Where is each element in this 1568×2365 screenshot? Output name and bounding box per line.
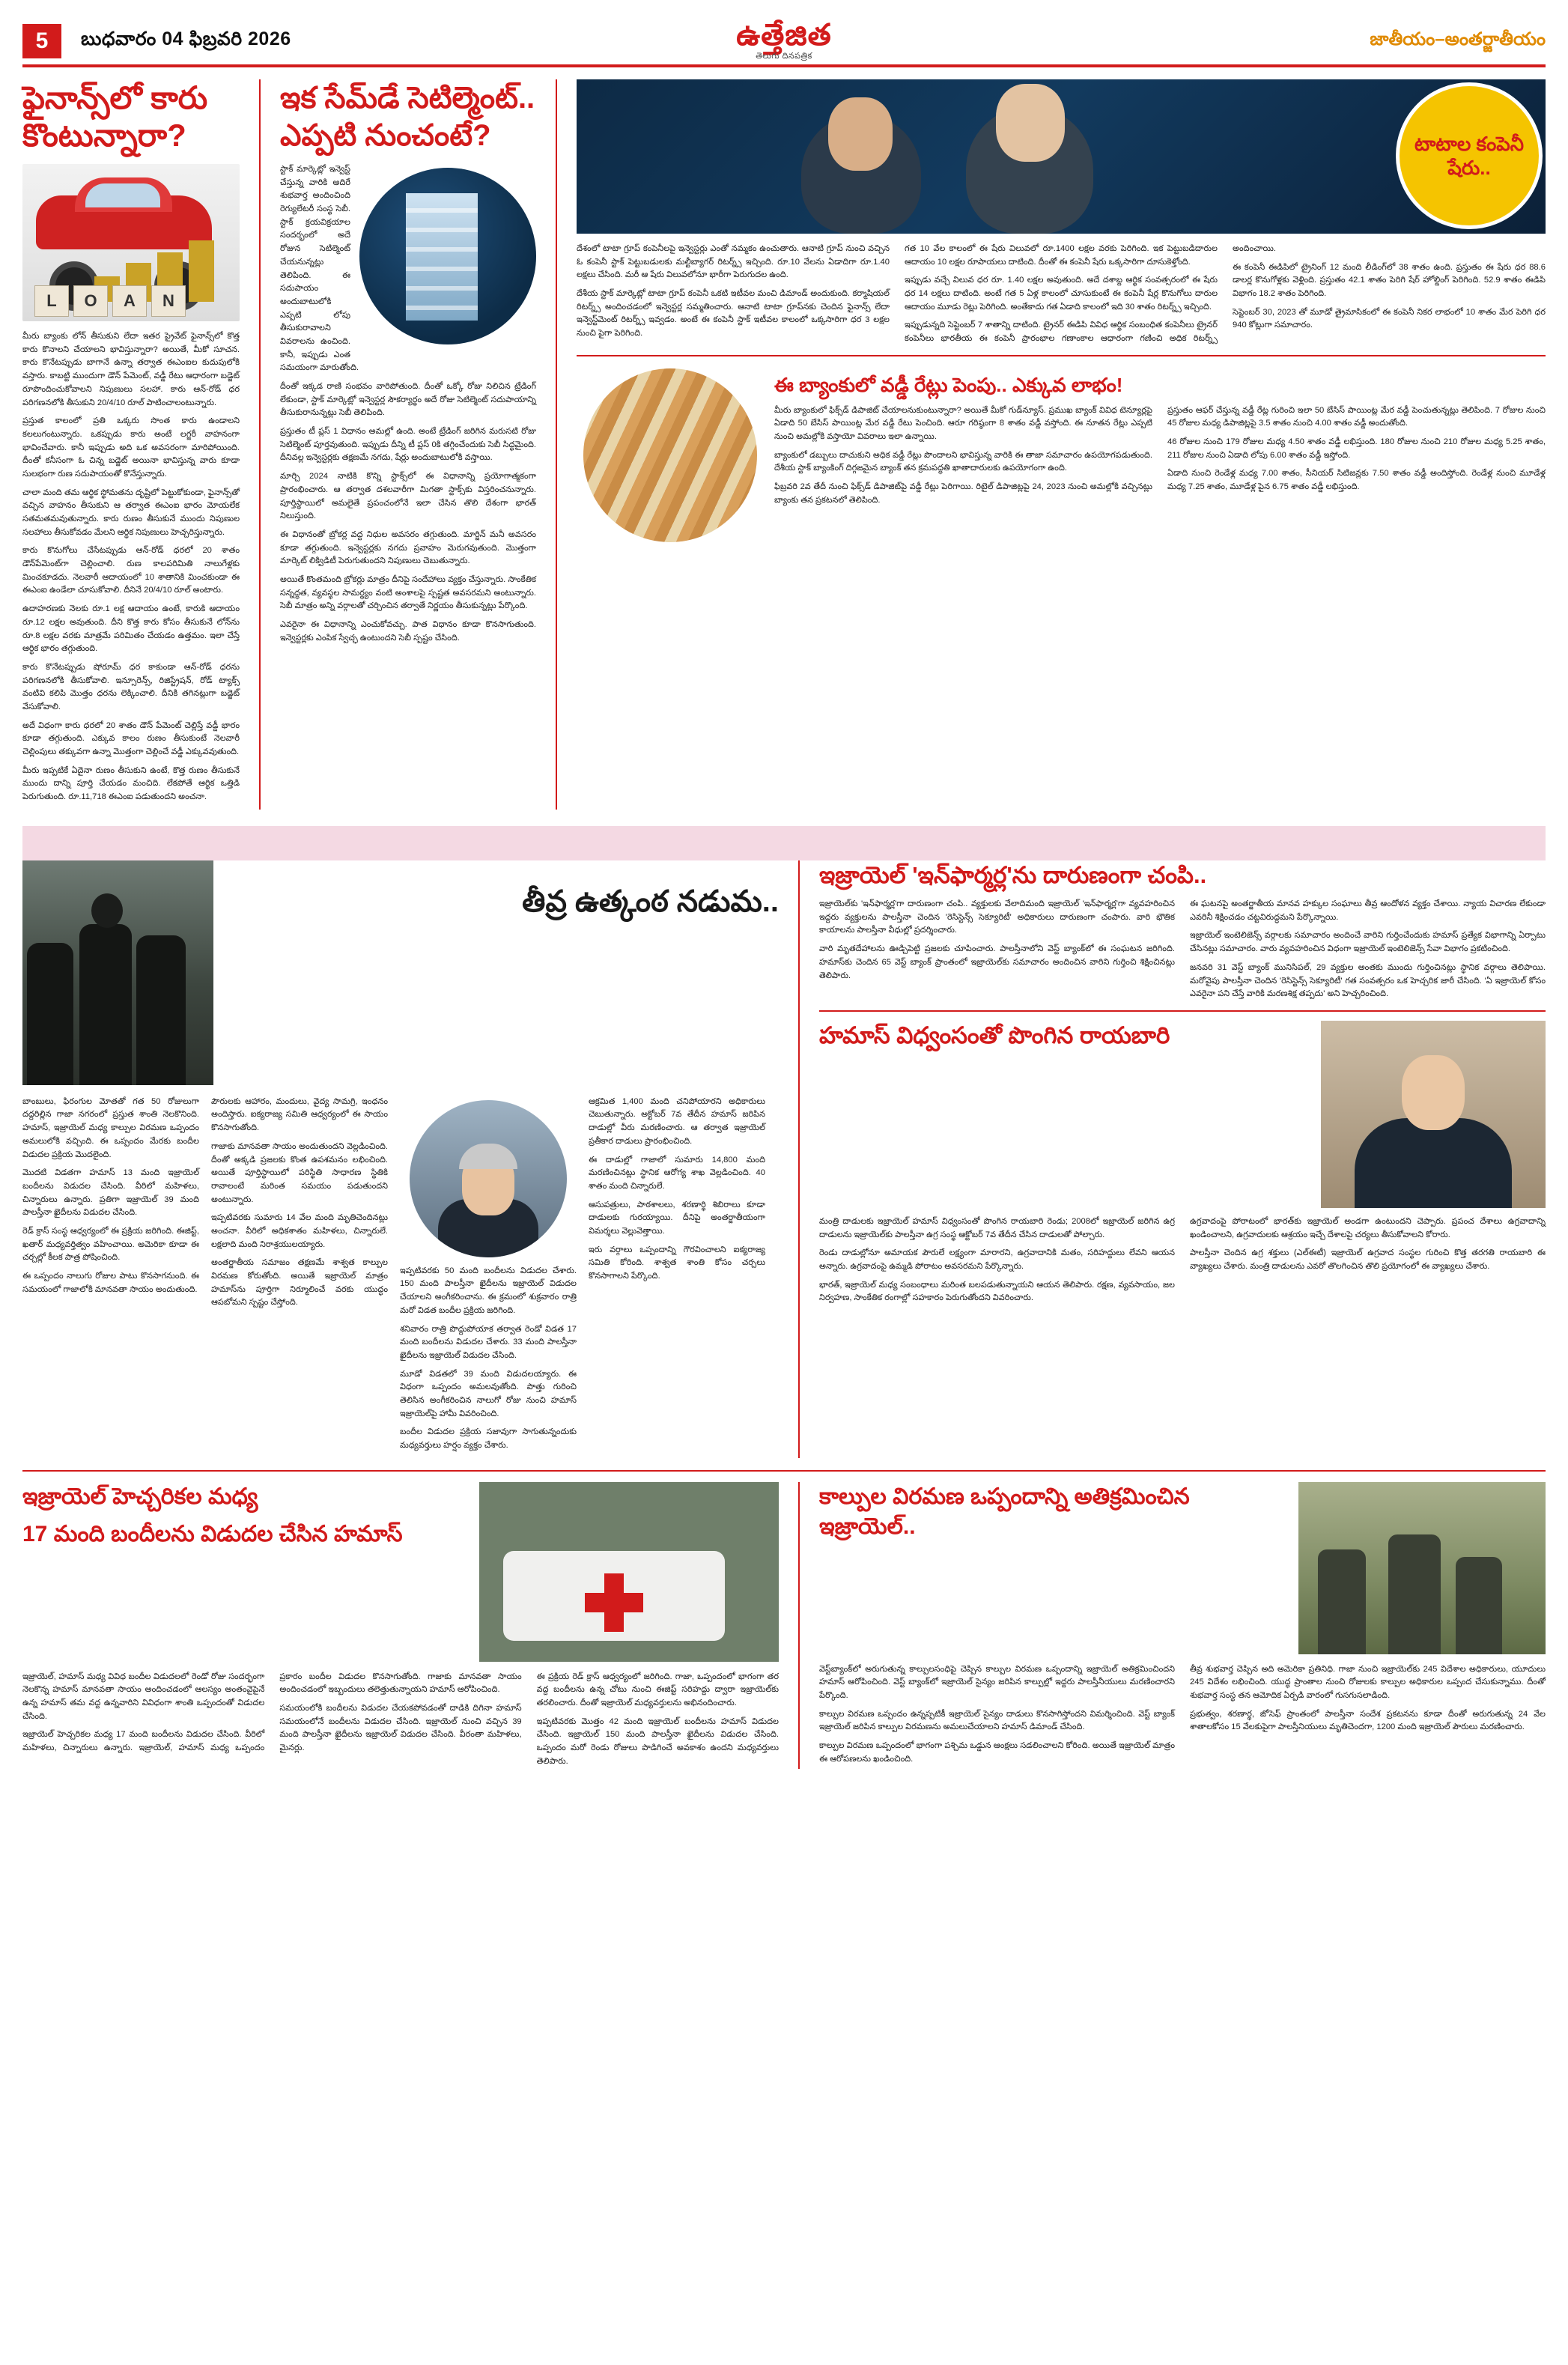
story3-para-6: ఈ కంపెనీ ఈడిపిలో ట్రైనింగ్ 12 మంది లీడింగ్‌లో 38 శాతం ఉంది. ప్రస్తుతం ఈ షేరు ధర 88.6 డాలర్ల కొనుగోళ్లకు వెళ్లింది. ప్రస్తుతం 42.1 శాతం పెరిగి షేర్ హోల్డింగ్ పెరిగింది. 52.9 శాతం ఈడిపి విభాగం 18.2 శాతం పెరిగింది. bbox=[1233, 262, 1546, 299]
logo-title: ఉత్తేజిత bbox=[736, 18, 832, 52]
gutter-7 bbox=[779, 1482, 798, 1769]
story5-c1-p3: రెడ్ క్రాస్ సంస్థ ఆధ్వర్యంలో ఈ ప్రక్రియ జరిగింది. ఈజిప్ట్, ఖతార్ మధ్యవర్తిత్వం వహించాయి. అమెరికా కూడా ఈ చర్చల్లో కీలక పాత్ర పోషించింది. bbox=[22, 1226, 199, 1263]
story3-para-3: గత 10 వేల కాలంలో ఈ షేరు విలువలో రూ.1400 లక్షల వరకు పెరిగింది. ఇక పెట్టుబడిదారుల ఆదాయం 10 లక్షల రూపాయలు దాటింది. దీంతో ఈ కంపెనీ షేరు ఒక్కసారిగా దూసుకెళ్తోంది. bbox=[905, 244, 1218, 267]
story1-para-3: చాలా మంది తమ ఆర్థిక స్థోమతను దృష్టిలో పెట్టుకోకుండా, ఫైనాన్స్‌తో వచ్చిన వాహనం తీసుకుని ఆ తర్వాత ఈఎంఐ భారం మోయలేక సతమతమవుతున్నారు. కారు రుణం తీసుకునే ముందు నిపుణుల సలహాలు తీసుకోవడం మేలని ఆర్థిక నిపుణులు హెచ్చరిస్తున్నారు. bbox=[22, 488, 240, 537]
red-cross-vehicle-photo bbox=[479, 1482, 779, 1662]
story9-para-5: ప్రభుత్వం, శరణార్థ, జోసెఫ్ ప్రాంతంలో పాలస్తీనా సందేశ ప్రకటనను కూడా దీంతో అరుగుతున్న 24 వేల శాతాలకోసం 15 వేలకుపైగా పాలస్తీనియులు మృతిచెందగా, 1200 మంది ఇజ్రాయెల్ పౌరులు మరణించారు. bbox=[1190, 1709, 1546, 1732]
story9-head-col bbox=[819, 1482, 1286, 1543]
story5-col-2 bbox=[211, 1096, 388, 1458]
portrait-hair bbox=[459, 1144, 517, 1169]
story8-photo-col bbox=[479, 1482, 779, 1662]
story1-para-7: అదే విధంగా కారు ధరలో 20 శాతం డౌన్ పేమెంట్ చెల్లిస్తే వడ్డీ భారం కూడా తగ్గుతుంది. ఎక్కువ కాలం రుణం తీసుకుంటే నెలవారీ చెల్లింపులు తక్కువగా ఉన్నా మొత్తంగా చెల్లించే వడ్డీ ఎక్కువవుతుంది. bbox=[22, 720, 240, 757]
story2-para-5: ఈ విధానంతో బ్రోకర్ల వద్ద నిధుల అవసరం తగ్గుతుంది. మార్జిన్ మనీ అవసరం కూడా తగ్గుతుంది. ఇన్వెస్టర్లకు నగదు ప్రవాహం మెరుగవుతుంది. మొత్తంగా మార్కెట్ లిక్విడిటీ పెరుగుతుందని నిపుణులు చెబుతున్నారు. bbox=[280, 529, 536, 566]
story7-wrap bbox=[819, 1021, 1546, 1208]
story7-para-3: భారత్, ఇజ్రాయెల్ మధ్య సంబంధాలు మరింత బలపడుతున్నాయని ఆయన తెలిపారు. రక్షణ, వ్యవసాయం, జల నిర్వహణ, సాంకేతిక రంగాల్లో సహకారం పెరుగుతోందని వివరించారు. bbox=[819, 1280, 1175, 1303]
gutter-4 bbox=[557, 79, 577, 810]
story-ceasefire-violation bbox=[819, 1482, 1546, 1769]
story3-para-4: ఇప్పుడు వచ్చే విలువ ధర రూ. 1.40 లక్షల అవుతుంది. అదే దశాబ్ద ఆర్థిక సంవత్సరంలో ఈ షేరు ధర 14 లక్షలు దాటింది. అంటే గత 5 ఏళ్ల కాలంలో చూసుకుంటే ఈ కంపెనీ షేర్ల కొనుగోలు దారుల ఆదాయం మూడు రెట్లు పెరిగింది. అంతేకాదు గత ఏడాది కాలంలో ఇది 30 శాతం రిటర్న్స్ ఇచ్చింది. bbox=[905, 276, 1218, 312]
story5-c1-p4: ఈ ఒప్పందం నాలుగు రోజుల పాటు కొనసాగనుంది. ఈ సమయంలో గాజాలోకి మానవతా సాయం అందుతుంది. bbox=[22, 1272, 199, 1294]
militant-silhouette-2 bbox=[79, 924, 132, 1085]
story7-body bbox=[819, 1215, 1546, 1305]
story5-c4-p1: ఆక్రమిత 1,400 మంది చనిపోయారని అధికారులు చెబుతున్నారు. అక్టోబర్ 7వ తేదీన హమాస్ జరిపిన దాడుల్లో వీరు మరణించారు. ఆ తర్వాత ఇజ్రాయెల్ ప్రతీకార దాడులు ప్రారంభించింది. bbox=[589, 1096, 765, 1146]
tata-executives-photo bbox=[577, 79, 1546, 234]
story9-photo-col bbox=[1298, 1482, 1546, 1654]
story5-columns bbox=[22, 1096, 779, 1458]
story6-body bbox=[819, 898, 1546, 1001]
story5-c3-p1: ఇప్పటివరకు 50 మంది బందీలను విడుదల చేశారు. 150 మంది పాలస్తీనా ఖైదీలను ఇజ్రాయెల్ విడుదల చేయాలని అంగీకరించాను. ఈ క్రమంలో శుక్రవారం రాత్రి మరో విడత బందీల ప్రక్రియ జరిగింది. bbox=[400, 1266, 577, 1315]
ambassador-suit bbox=[1355, 1118, 1512, 1208]
story1-para-4: కారు కొనుగోలు చేసేటప్పుడు ఆన్-రోడ్ ధరలో 20 శాతం డౌన్‌పేమెంట్‌గా చెల్లించాలి. రుణ కాలపరిమితి నాలుగేళ్లకు మించకూడదు. నెలవారీ ఆదాయంలో 10 శాతానికి మించకుండా ఈ ఈఎంఐ ఉండేలా చూసుకోవాలి. దీనినే 20/4/10 రూల్ అంటారు. bbox=[22, 546, 240, 595]
story8-head-col bbox=[22, 1482, 466, 1550]
tata-share-badge bbox=[1396, 82, 1543, 229]
story3-para-1: దేశంలో టాటా గ్రూప్ కంపెనీలపై ఇన్వెస్టర్లు ఎంతో నమ్మకం ఉంచుతారు. ఆనాటి గ్రూప్ నుంచి వచ్చిన ఓ కంపెనీ స్టాక్ పెట్టుబడులకు మల్టీబ్యాగర్ రిటర్న్స్ ఇచ్చింది. రూ.10 వేలను ఏడాదిగా రూ.1.40 లక్షలు చేసింది. మరీ ఆ షేరు విలువలోనూ భారీగా పెరుగుదల ఉంది. bbox=[577, 244, 890, 280]
field-soldier-1 bbox=[1318, 1549, 1366, 1654]
story8-para-4: ఈ ప్రక్రియ రెడ్ క్రాస్ ఆధ్వర్యంలో జరిగింది. గాజా, ఒప్పందంలో భాగంగా తర వద్ద బందీలను ఉన్న చోటు నుంచి ఈజిప్ట్ సరిహద్దు ద్వారా ఇజ్రాయెల్‌కు తరలించారు. దీంతో ఇజ్రాయెల్ మధ్యవర్తులను అభినందించారు. bbox=[536, 1672, 779, 1708]
story6-para-2: వారి మృతదేహాలను ఊడ్చిపెట్టి ప్రజలకు చూపించారు. పాలస్తీనాలోని వెస్ట్ బ్యాంక్‌లో ఈ సంఘటన జరిగింది. హమాస్‌కు చెందిన 65 వెస్ట్ బ్యాంక్ ప్రాంతంలో ఇజ్రాయెల్‌కు సమాచారం అందించిన వారిని గుర్తించి శిక్షించినట్లు తెలిపారు. bbox=[819, 944, 1175, 980]
story3-para-2: దేశీయ స్టాక్ మార్కెట్లో టాటా గ్రూప్ కంపెనీ ఒకటి ఇటీవల మంచి డిమాండ్ అందుకుంది. కర్మాషియల్ రిటర్న్స్ అందించడంలో ఇన్వెస్టర్ల సమ్మతించారు. ఆనాటి టాటా గ్రూప్‌నకు చెందిన ఫైనాన్స్ లేదా ఇన్వెస్ట్‌మెంట్ రిటర్న్స్ ఇవ్వడం. అంటే ఈ కంపెనీ స్టాక్ ఇటీవల కాలంలో ఒక్కసారిగా ధర 3 లక్షల నుంచి పైగా పెరిగింది. bbox=[577, 289, 890, 338]
story3-para-7: సెప్టెంబర్ 30, 2023 తో మూడో త్రైమాసికంలో ఈ కంపెనీ నికర లాభంలో 10 శాతం మేర పెరిగి ధర 940 కోట్లుగా సమాచారం. bbox=[1233, 307, 1546, 330]
official-portrait-photo bbox=[410, 1100, 567, 1257]
story9-para-4: తీవ్ర శుభవార్త చెప్పిన అది అమెరికా ప్రతినిధి. గాజా నుంచి ఇజ్రాయెల్‌కు 245 విదేశాల అధికారులు, యూదులు 245 విదేశం లభించింది. యుద్ధ ప్రాంతాల నుంచి రోజులకు కాల్పుల అధికారుల ఒప్పంద చేసుకున్నాము. దీంతో శుభవార్త సంస్థ తన ఆమోదిక ఏర్పడి వారంలో గుసగుసలాడింది. bbox=[1190, 1664, 1546, 1701]
story5-c2-p4: అంతర్జాతీయ సమాజం తక్షణమే శాశ్వత కాల్పుల విరమణ కోరుతోంది. అయితే ఇజ్రాయెల్ మాత్రం హమాస్‌ను పూర్తిగా నిర్మూలించే వరకు యుద్ధం ఆపబోమని స్పష్టం చేస్తోంది. bbox=[211, 1258, 388, 1308]
page-number: 5 bbox=[22, 24, 61, 58]
gutter-5 bbox=[779, 860, 798, 1458]
story5-c3-p4: బందీల విడుదల ప్రక్రియ సజావుగా సాగుతున్నందుకు మధ్యవర్తులు హర్షం వ్యక్తం చేశారు. bbox=[400, 1427, 577, 1451]
soldiers-photo-col bbox=[22, 860, 213, 1085]
story4-para-4: ప్రస్తుతం ఆఫర్ చేస్తున్న వడ్డీ రేట్ల గురించి ఇలా 50 బేసిస్ పాయింట్ల మేర వడ్డీ పెంచుతున్నట్లు తెలిపింది. 7 రోజుల నుంచి 45 రోజుల మధ్య డిపాజిట్లపై 3.5 శాతం నుంచి 4.00 శాతం వడ్డీ అందుతోంది. bbox=[1167, 405, 1546, 428]
story1-para-1: మీరు బ్యాంకు లోన్ తీసుకుని లేదా ఇతర ప్రైవేట్ ఫైనాన్స్‌లో కొత్త కారు కొనాలని చేయాలని భావిస్తున్నారా? అయితే, మీకో సూచన. కారు కొనేటప్పుడు బాగానే ఉన్నా తర్వాత ఈఎంఐల కుదుపులోకి వస్తారు. కాబట్టి ముందుగా డౌన్ పేమెంట్, వడ్డీ రేటు ఆధారంగా బడ్జెట్ రూపొందించుకోవాలని నిపుణులు సలహా. కారు ఆన్-రోడ్ ధర పరిగణనలోకి తీసుకుని 20/4/10 రూల్ పాటించాలంటున్నారు. bbox=[22, 332, 240, 407]
field-soldier-2 bbox=[1388, 1534, 1441, 1654]
gutter-2 bbox=[261, 79, 280, 810]
story1-para-2: ప్రస్తుత కాలంలో ప్రతి ఒక్కరు సొంత కారు ఉండాలని కలలుగంటున్నారు. ఒకప్పుడు కారు అంటే లగ్జరీ వాహనంగా భావించేవారు. కానీ ఇప్పుడు అది ఒక అవసరంగా మారిపోయింది. దీంతో కనీసంగా ఓ చిన్న బడ్జెట్ అయినా భావిస్తున్న వారు కూడా సులభంగా రుణ సదుపాయంతో కొనేస్తున్నారు. bbox=[22, 416, 240, 479]
story2-para-4: మార్చి 2024 నాటికి కొన్ని స్టాక్స్‌లో ఈ విధానాన్ని ప్రయోగాత్మకంగా ప్రారంభించారు. ఆ తర్వాత దశలవారీగా మిగతా స్టాక్స్‌కు విస్తరించనున్నారు. పూర్తిస్థాయిలో అమలైతే ప్రపంచంలోనే ఇలా చేసిన తొలి దేశంగా భారత్ నిలుస్తుంది. bbox=[280, 472, 536, 521]
ambassador-photo bbox=[1321, 1021, 1546, 1208]
story4-para-2: బ్యాంకులో డబ్బులు దాచుకుని అధిక వడ్డీ రేట్లు పొందాలని భావిస్తున్న వారికి ఈ తాజా సమాచారం ఉపయోగపడుతుంది. దేశీయ స్టాక్ బ్యాంకింగ్ దిగ్గజమైన బ్యాంక్ తన క్రమపద్ధతి ఖాతాదారులకు ఉపయోగంగా ఉంది. bbox=[774, 450, 1152, 473]
story6-para-1: ఇజ్రాయెల్‌కు 'ఇన్‌ఫార్మర్ల'గా దారుణంగా చంపి.. వ్యక్తులకు వేలాదిమంది ఇజ్రాయెల్ 'ఇన్‌ఫార్మర్ల'గా వ్యవహరించిన ఇద్దరు వ్యక్తులను పాలస్తీనా చెందిన 'రెసిస్టెన్స్ సెక్యూరిటీ' అధికారులు దారుణంగా చంపారు. వారి భౌతిక కాయాలను పాలస్తీనా వీధుల్లో ప్రదర్శించారు. bbox=[819, 899, 1175, 935]
story5-head-col bbox=[213, 860, 779, 920]
middle-section bbox=[22, 860, 1546, 1458]
story5-c2-p2: గాజాకు మానవతా సాయం అందుతుందని వెల్లడించింది. దీంతో అక్కడి ప్రజలకు కొంత ఉపశమనం లభించింది. అయితే పూర్తిస్థాయిలో పరిస్థితి సాధారణ స్థితికి రావాలంటే మరింత సమయం పడుతుందని అంటున్నారు. bbox=[211, 1141, 388, 1204]
story-same-day-settlement bbox=[280, 79, 536, 810]
story8-para-3: సమయంలోకి బందీలను విడుదల చేయకపోవడంతో దాడికి దిగినా హమాస్ సమయంలోనే బందీలను విడుదల చేసింది. ఇజ్రాయెల్ నుంచి వచ్చిన 39 మంది పాలస్తీనా ఖైదీలను ఇజ్రాయెల్ విడుదల చేసింది. వీరంతా మహిళలు, మైనర్లు. bbox=[279, 1704, 522, 1753]
story2-para-7: ఎవరైనా ఈ విధానాన్ని ఎంచుకోవచ్చు. పాత విధానం కూడా కొనసాగుతుంది. ఇన్వెస్టర్లకు ఎంపిక స్వేచ్ఛ ఉంటుందని సెబీ స్పష్టం చేసింది. bbox=[280, 620, 536, 643]
section-label: జాతీయం–అంతర్జాతీయం bbox=[1370, 28, 1546, 49]
story5-headline: తీవ్ర ఉత్కంఠ నడుమ.. bbox=[522, 884, 779, 918]
horizontal-divider-1 bbox=[577, 355, 1546, 356]
story7-photo-col bbox=[1321, 1021, 1546, 1208]
story8-para-1: ఇజ్రాయెల్, హమాస్ మధ్య వివిధ బందీల విడుదలలో రెండో రోజు సందర్భంగా నెలకొన్న హమాస్ మానవతా సాయం అందించడంలో ఆలస్యం అంతంవైపైనే ఉన్న హమాస్ తమ వద్ద ఉన్నవారిని వివిధంగా శాంతి ఒప్పందంతో విడుదల చేసింది. bbox=[22, 1672, 265, 1721]
story6-headline: ఇజ్రాయెల్ 'ఇన్‌ఫార్మర్ల'ను దారుణంగా చంపి.. bbox=[819, 861, 1207, 888]
story4-para-6: ఏడాది నుంచి రెండేళ్ల మధ్య 7.00 శాతం, సీనియర్ సిటిజన్లకు 7.50 శాతం వడ్డీ అందిస్తోంది. రెండేళ్ల నుంచి మూడేళ్ల మధ్య 7.25 శాతం, మూడేళ్ల పైన 6.75 శాతం వడ్డీ లభిస్తుంది. bbox=[1167, 469, 1546, 492]
story4-wrap bbox=[577, 365, 1546, 550]
loan-tile-l: L bbox=[34, 285, 69, 317]
story7-para-4: ఉగ్రవాదంపై పోరాటంలో భారత్‌కు ఇజ్రాయెల్ అండగా ఉంటుందని చెప్పారు. ప్రపంచ దేశాలు ఉగ్రవాదాన్ని ఖండించాలని, ఉగ్రవాదులకు ఆశ్రయం ఇచ్చే దేశాలపై చర్యలు తీసుకోవాలని కోరారు. bbox=[1190, 1216, 1546, 1239]
horizontal-divider-3 bbox=[22, 1470, 1546, 1472]
story-gaza-tension bbox=[22, 860, 779, 1458]
story7-para-2: రెండు దాడుల్లోనూ అమాయక పౌరులే లక్ష్యంగా మారారని, ఉగ్రవాదానికి మతం, సరిహద్దులు లేవని ఆయన అన్నారు. ఉగ్రవాదంపై ఉమ్మడి పోరాటం అవసరమని పేర్కొన్నారు. bbox=[819, 1248, 1175, 1271]
stock-exchange-photo bbox=[359, 168, 536, 344]
car-window-shape bbox=[85, 183, 160, 207]
story5-c1-p1: బాంబులు, ఫిరంగుల మోతతో గత 50 రోజులుగా దద్దరిల్లిన గాజా నగరంలో ప్రస్తుత శాంతి నెలకొనింది. హమాస్, ఇజ్రాయెల్ మధ్య కాల్పుల విరమణ ఒప్పందం అమలులోకి వచ్చింది. ఈ ఒప్పందం మేరకు బందీల విడుదల ప్రక్రియ మొదలైంది. bbox=[22, 1096, 199, 1159]
story-hostages-released bbox=[22, 1482, 779, 1769]
story7-para-1: మంత్రి దాడులకు ఇజ్రాయెల్ హమాస్ విధ్వంసంతో పొంగిన రాయబారి రెండు; 2008లో ఇజ్రాయెల్ జరిగిన ఉగ్ర దాడులను ఇజ్రాయెల్‌కు పాలస్తీనా ఉగ్ర సంస్థ ఆక్టోబర్ 7వ తేదీన చేసిన దాడులతో పోల్చారు. bbox=[819, 1216, 1175, 1239]
story5-col-3 bbox=[400, 1096, 577, 1458]
story5-c4-p3: ఆసుపత్రులు, పాఠశాలలు, శరణార్థి శిబిరాలు కూడా దాడులకు గురయ్యాయి. దీనిపై అంతర్జాతీయంగా విమర్శలు వెల్లువెత్తాయి. bbox=[589, 1200, 765, 1236]
story5-c1-p2: మొదటి విడతగా హమాస్ 13 మంది ఇజ్రాయెల్ బందీలను విడుదల చేసింది. వీరిలో మహిళలు, చిన్నారులు ఉన్నారు. ప్రతిగా ఇజ్రాయెల్ 39 మంది పాలస్తీనా ఖైదీలను విడుదల చేసింది. bbox=[22, 1168, 199, 1218]
masthead bbox=[22, 18, 1546, 67]
story1-body bbox=[22, 330, 240, 804]
story8-headline-line2: 17 మంది బందీలను విడుదల చేసిన హమాస్ bbox=[22, 1522, 403, 1547]
bottom-section bbox=[22, 1482, 1546, 1769]
story1-para-8: మీరు ఇప్పటికే ఏదైనా రుణం తీసుకుని ఉంటే, కొత్త రుణం తీసుకునే ముందు దాన్ని పూర్తి చేయడం మంచిది. లేకపోతే ఆర్థిక ఒత్తిడి పెరుగుతుంది. రూ.11,718 ఈఎంఐ పడుతుందని అంచనా. bbox=[22, 765, 240, 802]
story5-c2-p1: పౌరులకు ఆహారం, మందులు, వైద్య సామగ్రి, ఇంధనం అందిస్తారు. ఐక్యరాజ్య సమితి ఆధ్వర్యంలో ఈ సాయం కొనసాగుతోంది. bbox=[211, 1096, 388, 1133]
story4-photo-col bbox=[577, 365, 764, 550]
red-cross-van bbox=[503, 1551, 725, 1641]
gutter-8 bbox=[800, 1482, 819, 1769]
story2-headline: ఇక సేమ్‌డే సెటిల్మెంట్.. ఎప్పటి నుంచంటే? bbox=[280, 82, 535, 152]
field-soldier-3 bbox=[1456, 1557, 1502, 1654]
gutter-1 bbox=[240, 79, 259, 810]
story2-para-2: దీంతో ఇక్కడ రాణి సంభవం వారిపోతుంది. దీంతో ఒక్కో రోజు నిలిచిన ట్రేడింగ్ లేకుండా, స్టాక్ మార్కెట్లో ఇన్వెస్టర్ల సౌకర్యార్థం అదే రోజు సెటిల్మెంట్ సదుపాయాన్ని తీసుకురానున్నట్లు సెబీ తెలిపింది. bbox=[280, 382, 536, 418]
story9-body bbox=[819, 1663, 1546, 1767]
story4-para-5: 46 రోజుల నుంచి 179 రోజుల మధ్య 4.50 శాతం వడ్డీ లభిస్తుంది. 180 రోజుల నుంచి 210 రోజుల మధ్య 5.25 శాతం, 211 రోజుల నుంచి ఏడాది లోపు 6.00 శాతం వడ్డీ ఇస్తోంది. bbox=[1167, 437, 1546, 460]
newspaper-logo bbox=[736, 20, 831, 63]
story9-para-2: కాల్పుల విరమణ ఒప్పందం ఉన్నప్పటికీ ఇజ్రాయెల్ సైన్యం దాడులు కొనసాగిస్తోందని విమర్శించింది. వెస్ట్ బ్యాంక్ ఇజ్రాయెల్ జరిపిన కాల్పుల విరమణను అమలుచేయాలని హమాస్ డిమాండ్ చేసింది. bbox=[819, 1709, 1175, 1732]
story6-para-5: జనవరి 31 వెస్ట్ బ్యాంక్ మునిసిపల్, 29 వ్యక్తుల అంతకు ముందు గుర్తించినట్లు స్థానిక వర్గాలు తెలిపాయి. మరోవైపు పాలస్తీనా చెందిన 'రెసిస్టెన్స్ సెక్యూరిటీ' గత సంవత్సరం ఒక హెచ్చరిక జారీ చేసింది. 'ఏ ఇజ్రాయెల్ కోసం ఎవరైనా పని చేస్తే వారికి మరణశిక్ష తప్పదు' అని హెచ్చరించింది. bbox=[1190, 962, 1546, 999]
story5-c3-p2: శనివారం రాత్రి పొద్దుపోయాక తర్వాత రెండో విడత 17 మంది బందీలను విడుదల చేశారు. 33 మంది పాలస్తీనా ఖైదీలను ఇజ్రాయెల్ విడుదల చేసింది. bbox=[400, 1324, 577, 1360]
tata-face-2 bbox=[996, 84, 1065, 162]
story8-body bbox=[22, 1671, 779, 1769]
story7-para-5: పాలస్తీనా చెందిన ఉగ్ర శక్తులు (ఎల్ఈటీ) ఇజ్రాయెల్ ఉగ్రవాద సంస్థల గురించి కొత్త తరగతి రాయబారి ఈ వ్యాఖ్యలు చేశారు. మంత్రి దాడులను ఎవరో తొలగించిన తొలి ప్రయోగంలో ఈ వ్యాఖ్యలు చేశారు. bbox=[1190, 1248, 1546, 1271]
story1-para-5: ఉదాహరణకు నెలకు రూ.1 లక్ష ఆదాయం ఉంటే, కారుకి ఆదాయం రూ.12 లక్షల అవుతుంది. దీని కొత్త కారు కోసం తీసుకునే లోన్‌ను రూ.8 లక్షల వరకు మాత్రమే పరిమితం చేయడం ఉత్తమం. ఇలా చేస్తే ఆర్థిక భారం తగ్గుతుంది. bbox=[22, 604, 240, 654]
tata-badge-text: టాటాల కంపెనీ షేరు.. bbox=[1414, 132, 1524, 179]
story9-para-3: కాల్పుల విరమణ ఒప్పందంలో భాగంగా పశ్చిమ ఒడ్డున ఆంక్షలు సడలించాలని కోరింది. అయితే ఇజ్రాయెల్ మాత్రం ఈ ఆరోపణలను ఖండించింది. bbox=[819, 1741, 1175, 1764]
story9-para-1: వెస్ట్‌బ్యాంక్‌లో అరుగుతున్న కాల్పులసంధిపై చెప్పిన కాల్పుల విరమణ ఒప్పందాన్ని ఇజ్రాయెల్ అతిక్రమించిందని హమాస్ ఆరోపించింది. వెస్ట్ బ్యాంక్‌లో ఇజ్రాయెల్ సైన్యం జరిపిన కాల్పుల్లో ఇద్దరు పాలస్తీనీయులు మరణించారని పేర్కొంది. bbox=[819, 1664, 1175, 1701]
publication-date: బుధవారం 04 ఫిబ్రవరి 2026 bbox=[81, 28, 291, 49]
story5-c3-p3: మూడో విడతలో 39 మంది విడుదలయ్యారు. ఈ విధంగా ఒప్పందం అమలవుతోంది. పొత్తు గురించి తెలిసిన అంగీకరించిన నాలుగో రోజు నుంచి హమాస్ ఇజ్రాయెల్‌పై హామీ వివరించింది. bbox=[400, 1369, 577, 1418]
coin-stack-4 bbox=[189, 240, 214, 302]
logo-subtitle: తెలుగు దినపత్రిక bbox=[756, 51, 812, 61]
tata-face-1 bbox=[828, 97, 893, 171]
story3-body bbox=[577, 243, 1546, 346]
militant-silhouette-3 bbox=[136, 935, 186, 1085]
top-right-block bbox=[577, 79, 1546, 810]
story8-para-5: ఇప్పటివరకు మొత్తం 42 మంది ఇజ్రాయెల్ బందీలను హమాస్ విడుదల చేసింది. ఇజ్రాయెల్ 150 మంది పాలస్తీనా ఖైదీలను విడుదల చేసింది. ఒప్పందం మరో రెండు రోజులు పొడిగించే అవకాశం ఉందని మధ్యవర్తులు తెలిపారు. bbox=[536, 1716, 779, 1766]
story4-text-col bbox=[764, 365, 1546, 550]
currency-notes-photo bbox=[583, 368, 757, 542]
story2-body bbox=[280, 163, 536, 645]
story7-text-col bbox=[819, 1021, 1310, 1208]
militant-head bbox=[91, 893, 123, 928]
story4-para-3: ఫిబ్రవరి 2వ తేదీ నుంచి ఫిక్స్‌డ్ డిపాజిట్‌పై వడ్డీ రేట్లు పెరిగాయి. రిటైల్ డిపాజిట్లపై 24, 2023 నుంచి అమల్లోకి వచ్చినట్లు బ్యాంకు తన ప్రకటనలో తెలిపింది. bbox=[774, 482, 1152, 505]
story5-col-4 bbox=[589, 1096, 765, 1458]
militant-silhouette-1 bbox=[27, 943, 73, 1085]
militants-photo bbox=[22, 860, 213, 1085]
loan-letter-tiles bbox=[34, 285, 186, 317]
loan-tile-n: N bbox=[151, 285, 186, 317]
loan-tile-o: O bbox=[73, 285, 108, 317]
story2-para-3: ప్రస్తుతం టీ ప్లస్ 1 విధానం అమల్లో ఉంది. అంటే ట్రేడింగ్ జరిగిన మరుసటి రోజు సెటిల్మెంట్ పూర్తవుతుంది. ఇప్పుడు దీన్ని టీ ప్లస్ 0కి తగ్గించేందుకు సెబీ సిద్ధమైంది. దీనివల్ల ఇన్వెస్టర్లకు తక్షణమే నగదు, షేర్లు అందుబాటులోకి వస్తాయి. bbox=[280, 427, 536, 463]
gutter-3 bbox=[536, 79, 556, 810]
story8-headline-line1: ఇజ్రాయెల్ హెచ్చరికల మధ్య bbox=[22, 1484, 258, 1509]
story1-para-6: కారు కొనేటప్పుడు షోరూమ్ ధర కాకుండా ఆన్-రోడ్ ధరను పరిగణనలోకి తీసుకోవాలి. ఇన్సూరెన్స్, రిజిస్ట్రేషన్, రోడ్ ట్యాక్స్ వంటివి కలిపి మొత్తం ధరను లెక్కించాలి. దీనికి తగినట్లుగా బడ్జెట్ వేసుకోవాలి. bbox=[22, 662, 240, 711]
soldiers-field-photo bbox=[1298, 1482, 1546, 1654]
red-cross-symbol-horizontal bbox=[585, 1593, 643, 1612]
story3-para-5: ఇప్పుడున్నది సెప్టెంబర్ 7 శాతాన్ని దాటింది. ట్రైనర్ ఈడిపి వివిధ ఆర్థిక సంబంధిత కంపెనీలు ట్రైనర్ కంపెనీలు భారతీయ ఈ కంపెనీ ప్రారంభాల గణాంకాల ఆధారంగా గణించి అధిక రిటర్న్స్ అందించాయి. bbox=[905, 244, 1277, 344]
story7-headline: హమాస్ విధ్వంసంతో పొంగిన రాయబారి bbox=[819, 1021, 1170, 1048]
story9-headline: కాల్పుల విరమణ ఒప్పందాన్ని అతిక్రమించిన ఇజ్రాయెల్.. bbox=[819, 1484, 1190, 1540]
story6-para-4: ఇజ్రాయెల్ ఇంటెలిజెన్స్ వర్గాలకు సమాచారం అందించే వారిని గుర్తించేందుకు హమాస్ ప్రత్యేక విభాగాన్ని ఏర్పాటు చేసినట్లు సమాచారం. వారు వ్యవహరించిన విధంగా ఇజ్రాయెల్ ఇంటెలిజెన్స్ సేవా విభాగం ప్రకటించింది. bbox=[1190, 931, 1546, 954]
story1-headline: ఫైనాన్స్‌లో కారు కొంటున్నారా? bbox=[22, 80, 208, 153]
car-loan-photo bbox=[22, 164, 240, 321]
horizontal-divider-2 bbox=[819, 1010, 1546, 1012]
top-section bbox=[22, 79, 1546, 810]
loan-tile-a: A bbox=[112, 285, 147, 317]
story4-para-1: మీరు బ్యాంకులో ఫిక్స్‌డ్ డిపాజిట్ చేయాలనుకుంటున్నారా? అయితే మీకో గుడ్‌న్యూస్. ప్రముఖ బ్యాంక్ వివిధ టెన్యూర్లపై ఏడాది 50 బేసిస్ పాయింట్ల మేర వడ్డీ రేటు పెంచింది. ఆరూ గరిష్ఠంగా 8 శాతం వడ్డీ వస్తోంది. ఈ నూతన రేట్లు ఎప్పటి నుంచి అమల్లోకి వస్తాయో వివరాలు ఇలా ఉన్నాయి. bbox=[774, 405, 1152, 441]
story2-para-1: స్టాక్ మార్కెట్లో ఇన్వెస్ట్ చేస్తున్న వారికి అదిరే శుభవార్త అందించింది రెగ్యులేటరీ సంస్థ సెబీ. స్టాక్ క్రయవిక్రయాల సందర్భంలో అదే రోజున సెటిల్మెంట్ చేయనున్నట్లు తెలిపింది. ఈ సదుపాయం అందుబాటులోకి ఎప్పటి లోపు తీసుకురావాలని వివరాలను ఉంచింది. కానీ, ఇప్పుడు ఎంత సమయంగా మారుతోంది. bbox=[280, 165, 359, 373]
story4-headline: ఈ బ్యాంకులో వడ్డీ రేట్లు పెంపు.. ఎక్కువ లాభం! bbox=[774, 373, 1123, 396]
story5-c4-p2: ఈ దాడుల్లో గాజాలో సుమారు 14,800 మంది మరణించినట్లు స్థానిక ఆరోగ్య శాఖ వెల్లడించింది. 40 శాతం మంది చిన్నారులే. bbox=[589, 1155, 765, 1191]
ambassador-face bbox=[1402, 1055, 1465, 1130]
story5-c2-p3: ఇప్పటివరకు సుమారు 14 వేల మంది మృతిచెందినట్లు అంచనా. వీరిలో అధికశాతం మహిళలు, చిన్నారులే. లక్షలాది మంది నిరాశ్రయులయ్యారు. bbox=[211, 1213, 388, 1249]
right-middle-block bbox=[819, 860, 1546, 1458]
story8-para-2: ఇజ్రాయెల్ హెచ్చరికల మధ్య 17 మంది బందీలను విడుదల చేసింది. వీరిలో మహిళలు, చిన్నారులు ఉన్నారు. ఇజ్రాయెల్, హమాస్ మధ్య ఒప్పందం ప్రకారం బందీల విడుదల కొనసాగుతోంది. గాజాకు మానవతా సాయం అందించడంలో ఇబ్బందులు తలెత్తుతున్నాయని హమాస్ ఆరోపించింది. bbox=[22, 1672, 522, 1753]
story4-body bbox=[774, 404, 1546, 508]
gutter-6 bbox=[800, 860, 819, 1458]
story2-para-6: అయితే కొంతమంది బ్రోకర్లు మాత్రం దీనిపై సందేహాలు వ్యక్తం చేస్తున్నారు. సాంకేతిక సన్నద్ధత, వ్యవస్థల సామర్థ్యం వంటి అంశాలపై స్పష్టత అవసరమని అంటున్నారు. సెబీ మాత్రం అన్ని వర్గాలతో చర్చించిన తర్వాతే నిర్ణయం తీసుకున్నట్లు పేర్కొంది. bbox=[280, 574, 536, 611]
bse-building-shape bbox=[406, 193, 478, 321]
section-separator-band bbox=[22, 826, 1546, 860]
story6-para-3: ఈ ఘటనపై అంతర్జాతీయ మానవ హక్కుల సంఘాలు తీవ్ర ఆందోళన వ్యక్తం చేశాయి. న్యాయ విచారణ లేకుండా ఎవరినీ శిక్షించడం చట్టవిరుద్ధమని పేర్కొన్నాయి. bbox=[1190, 899, 1546, 922]
story5-col-1 bbox=[22, 1096, 199, 1458]
story5-c4-p4: ఇరు వర్గాలు ఒప్పందాన్ని గౌరవించాలని ఐక్యరాజ్య సమితి కోరింది. శాశ్వత శాంతి కోసం చర్చలు కొనసాగాలని పేర్కొంది. bbox=[589, 1245, 765, 1281]
story-car-finance bbox=[22, 79, 240, 810]
